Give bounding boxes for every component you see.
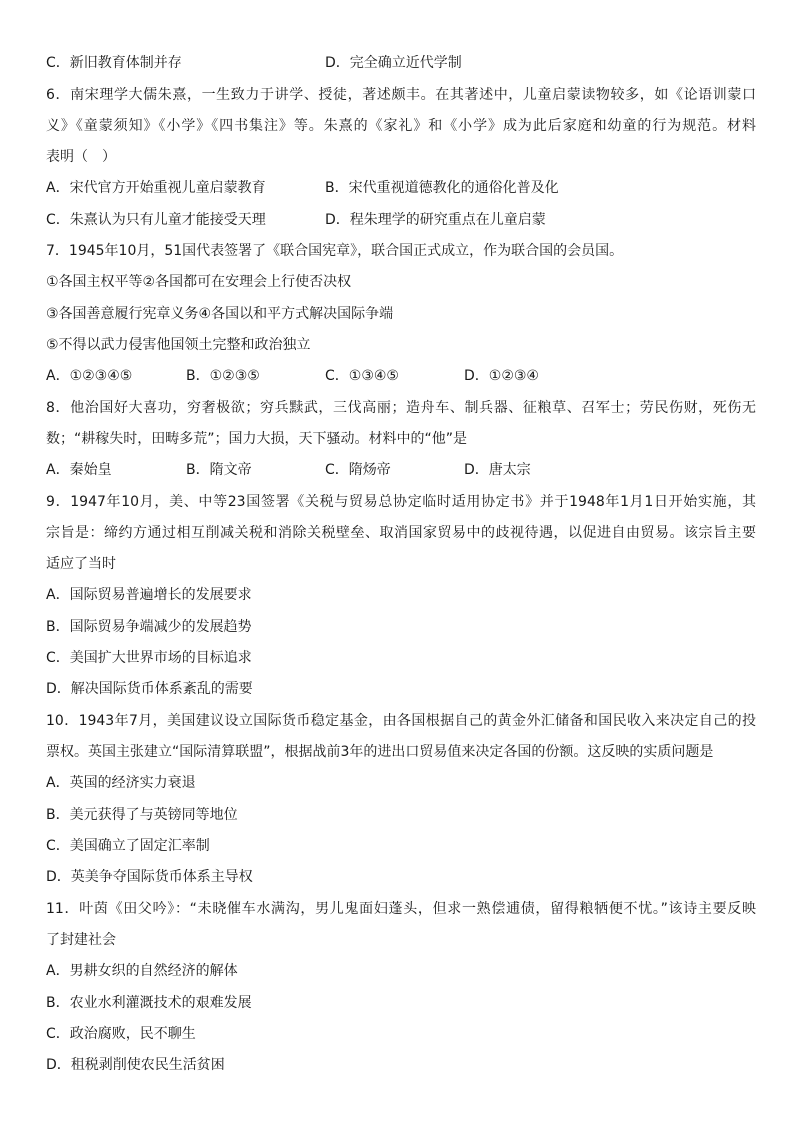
q8-option-c: C．隋炀帝 [325,462,391,478]
q11-option-c: C．政治腐败，民不聊生 [46,1026,196,1042]
q9-option-c: C．美国扩大世界市场的目标追求 [46,650,252,666]
q6-option-b: B．宋代重视道德教化的通俗化普及化 [325,180,559,196]
q10-option-b: B．美元获得了与英镑同等地位 [46,807,238,823]
q9-option-d: D．解决国际货币体系紊乱的需要 [46,681,253,697]
q11-option-a: A．男耕女织的自然经济的解体 [46,963,238,979]
q10-option-c: C．美国确立了固定汇率制 [46,838,210,854]
q6-option-c: C．朱熹认为只有儿童才能接受天理 [46,212,266,228]
q7-item-line-1: ①各国主权平等②各国都可在安理会上行使否决权 [46,274,352,290]
q6-option-d: D．程朱理学的研究重点在儿童启蒙 [325,212,546,228]
q9-stem-line-1: 9．1947年10月，美、中等23国签署《关税与贸易总协定临时适用协定书》并于1948年1月1日开始实施，其 [46,494,756,510]
q11-option-b: B．农业水利灌溉技术的艰难发展 [46,995,252,1011]
q7-stem: 7．1945年10月，51国代表签署了《联合国宪章》，联合国正式成立，作为联合国的会员国。 [46,243,624,259]
q11-stem-line-2: 了封建社会 [46,932,116,948]
q6-option-a: A．宋代官方开始重视儿童启蒙教育 [46,180,266,196]
q10-option-a: A．英国的经济实力衰退 [46,775,196,791]
q8-option-b: B．隋文帝 [186,462,252,478]
q11-option-d: D．租税剥削使农民生活贫困 [46,1057,225,1073]
q7-option-d: D．①②③④ [464,368,539,384]
q6-stem-line-3: 表明（ ） [46,149,116,165]
q11-stem-line-1: 11．叶茵《田父吟》：“未晓催车水满沟，男儿鬼面妇蓬头，但求一熟偿逋债，留得粮牺便不忧。”该诗主要反映 [46,901,756,917]
q10-option-d: D．英美争夺国际货币体系主导权 [46,869,253,885]
q5-option-d: D．完全确立近代学制 [325,55,462,71]
q6-stem-line-2: 义》《童蒙须知》《小学》《四书集注》等。朱熹的《家礼》和《小学》成为此后家庭和幼童的行为规范。材料 [46,118,756,134]
q9-stem-line-2: 宗旨是：缔约方通过相互削减关税和消除关税壁垒、取消国家贸易中的歧视待遇，以促进自由贸易。该宗旨主要 [46,525,756,541]
q8-option-a: A．秦始皇 [46,462,112,478]
q8-stem-line-1: 8．他治国好大喜功，穷奢极欲；穷兵黩武，三伐高丽；造舟车、制兵器、征粮草、召军士；劳民伤财，死伤无 [46,400,756,416]
q7-option-c: C．①③④⑤ [325,368,399,384]
q9-stem-line-3: 适应了当时 [46,556,116,572]
q7-item-line-2: ③各国善意履行宪章义务④各国以和平方式解决国际争端 [46,306,394,322]
q10-stem-line-1: 10．1943年7月，美国建议设立国际货币稳定基金，由各国根据自己的黄金外汇储备和国民收入来决定自己的投 [46,713,756,729]
q7-item-line-3: ⑤不得以武力侵害他国领土完整和政治独立 [46,337,311,353]
q8-stem-line-2: 数；“耕稼失时，田畴多荒”；国力大损，天下骚动。材料中的“他”是 [46,431,468,447]
q9-option-b: B．国际贸易争端减少的发展趋势 [46,619,252,635]
q5-option-c: C．新旧教育体制并存 [46,55,182,71]
q6-stem-line-1: 6．南宋理学大儒朱熹，一生致力于讲学、授徒，著述颇丰。在其著述中，儿童启蒙读物较多，如《论语训蒙口 [46,87,756,103]
q9-option-a: A．国际贸易普遍增长的发展要求 [46,587,252,603]
q7-option-b: B．①②③⑤ [186,368,260,384]
q8-option-d: D．唐太宗 [464,462,531,478]
q10-stem-line-2: 票权。英国主张建立“国际清算联盟”，根据战前3年的进出口贸易值来决定各国的份额。这反映的实质问题是 [46,744,714,760]
q7-option-a: A．①②③④⑤ [46,368,133,384]
